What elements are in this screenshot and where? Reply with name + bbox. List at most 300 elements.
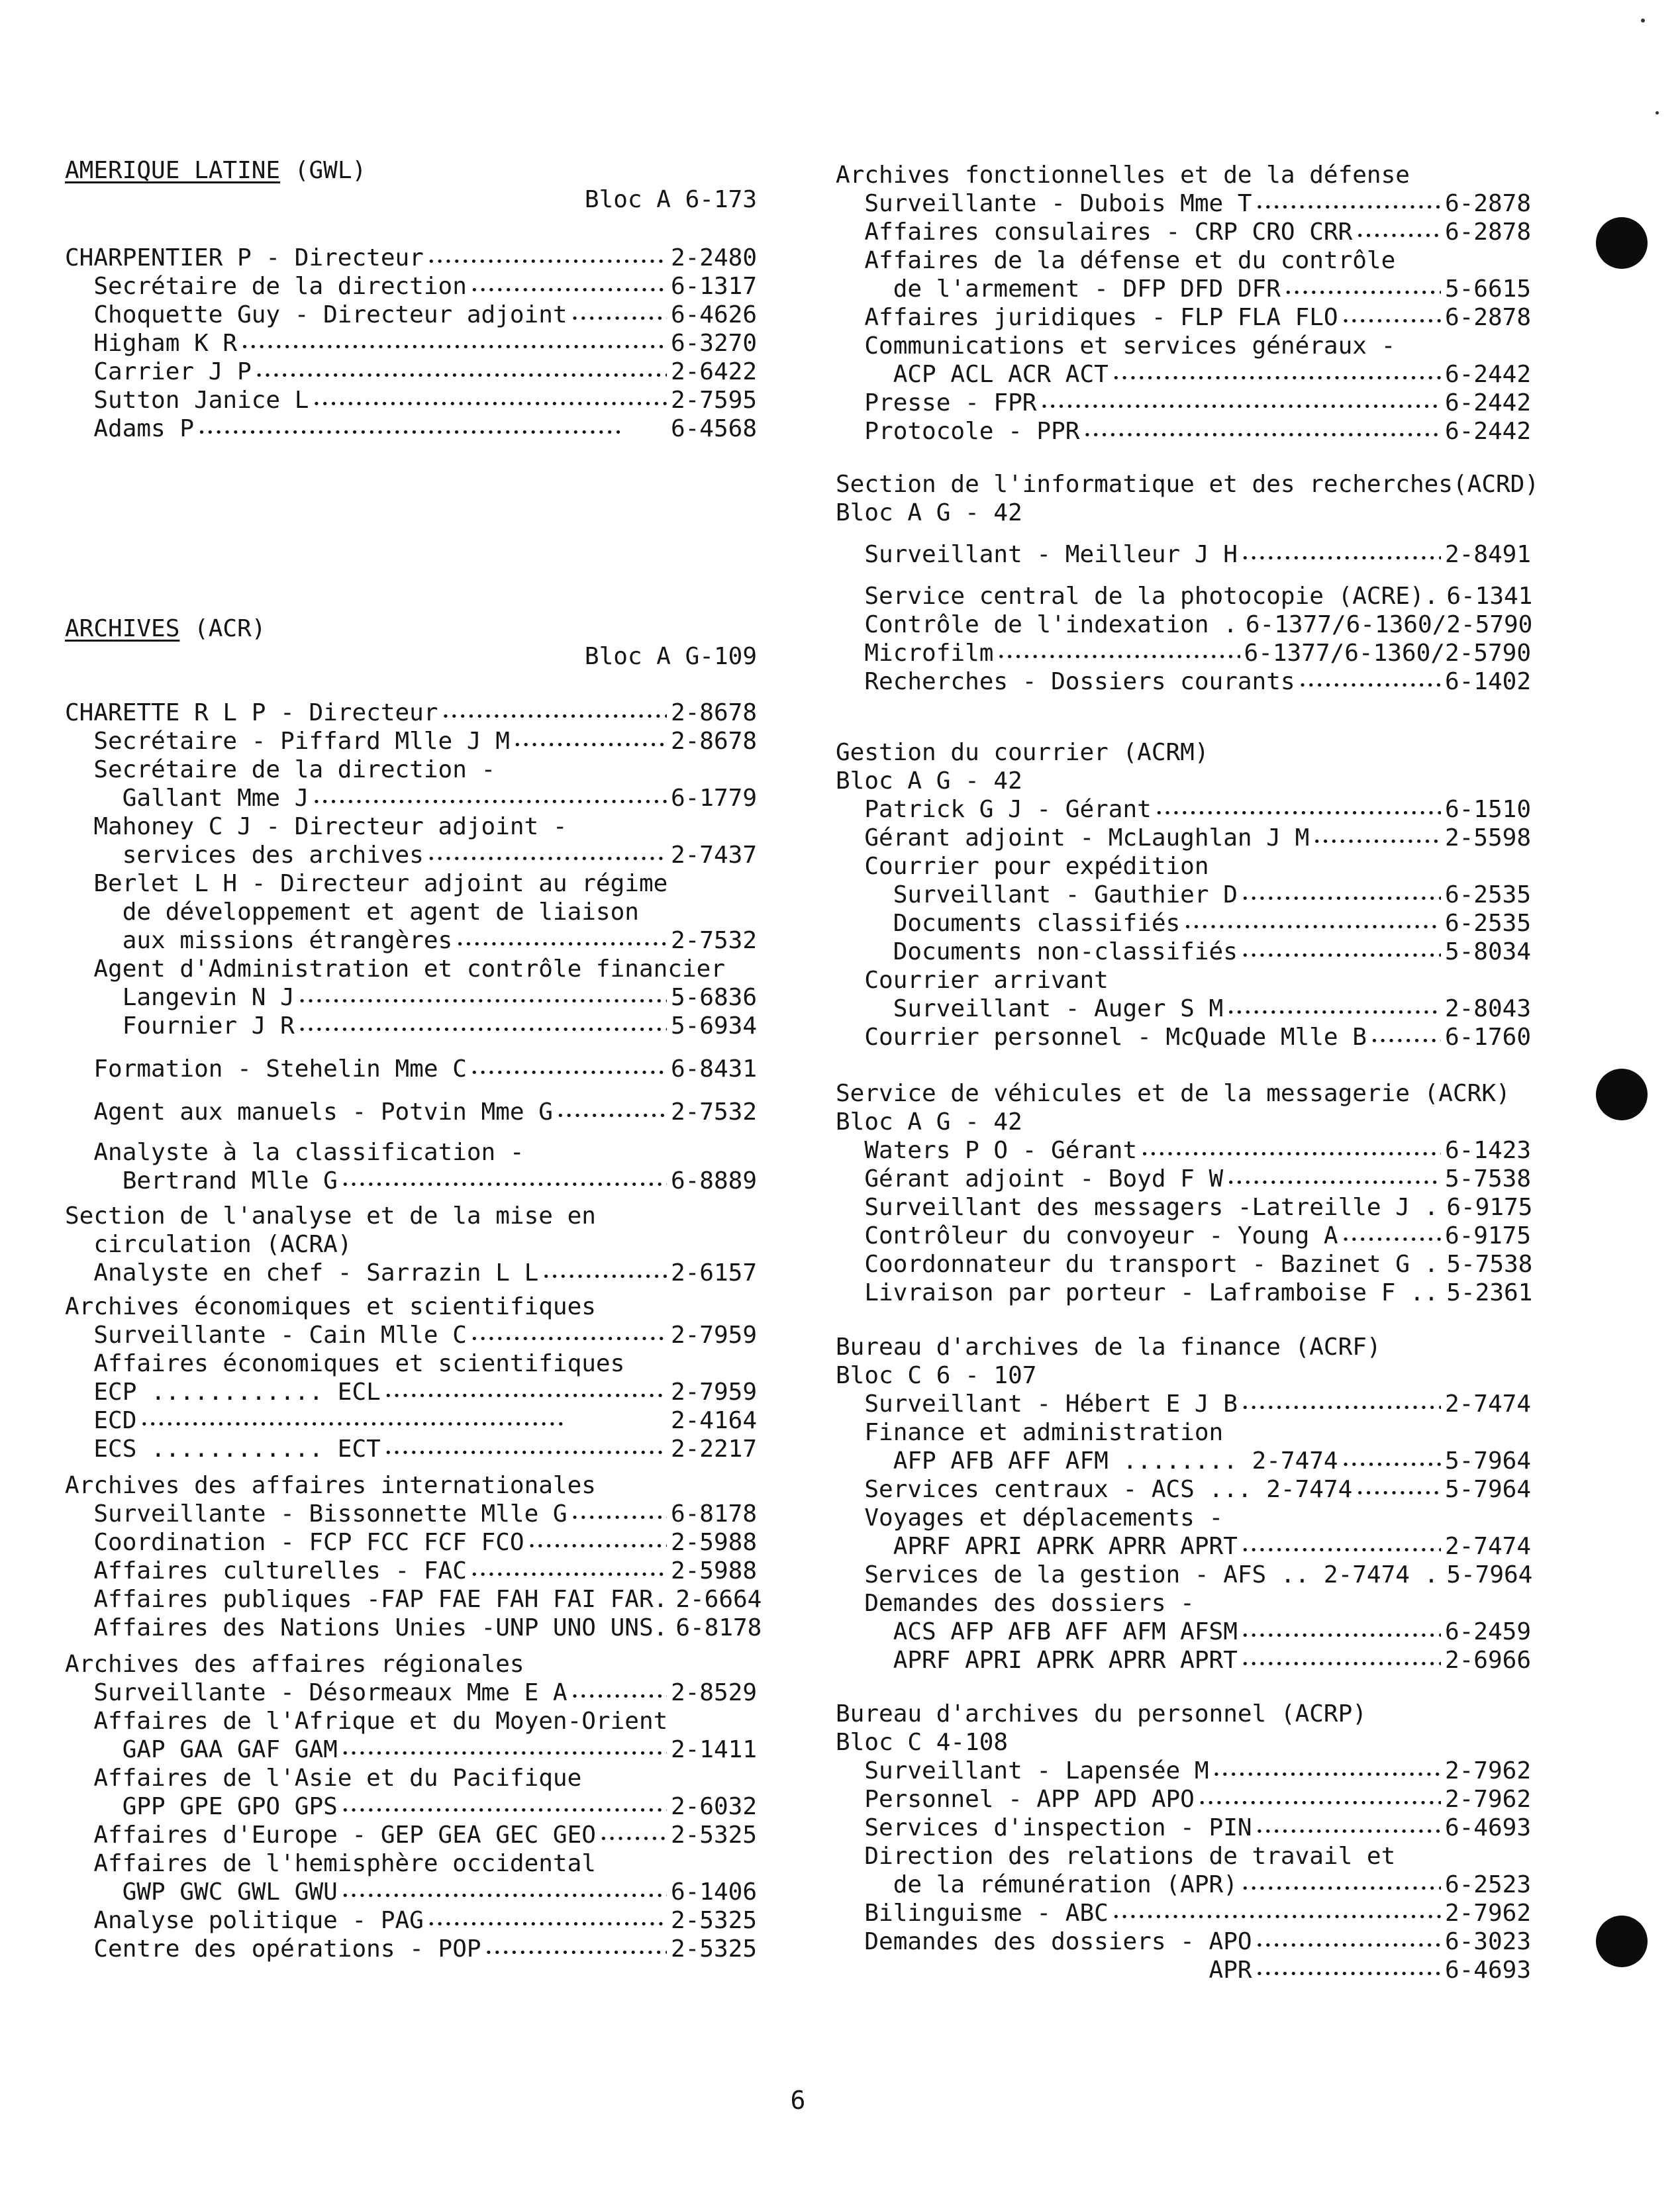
dot-leader bbox=[485, 1935, 667, 1968]
entry-label: Affaires juridiques - FLP FLA FLO bbox=[836, 304, 1338, 331]
heading-title: AMERIQUE LATINE bbox=[65, 157, 281, 184]
directory-line bbox=[65, 1259, 757, 1288]
directory-line bbox=[836, 540, 1531, 569]
phone-extension: 6-8889 bbox=[670, 1167, 757, 1194]
phone-extension: 2-7962 bbox=[1444, 1757, 1531, 1784]
entry-label: Recherches - Dossiers courants bbox=[836, 668, 1295, 695]
directory-line bbox=[65, 699, 757, 728]
directory-line bbox=[65, 1471, 757, 1500]
entry-label: Surveillant - Meilleur J H bbox=[836, 541, 1238, 568]
entry-label: Section de l'analyse et de la mise en bbox=[65, 1202, 596, 1230]
directory-line bbox=[65, 301, 757, 330]
entry-label: Fournier J R bbox=[65, 1012, 295, 1040]
phone-extension: 6-1317 bbox=[670, 273, 757, 300]
entry-label: Centre des opérations - POP bbox=[65, 1935, 481, 1963]
phone-extension: 5-2361 bbox=[1446, 1279, 1533, 1306]
phone-extension: 2-5988 bbox=[670, 1529, 757, 1556]
entry-label: Affaires de l'Afrique et du Moyen-Orient bbox=[65, 1708, 668, 1735]
entry-label: Affaires des Nations Unies -UNP UNO UNS. bbox=[65, 1614, 668, 1641]
phone-extension: 6-1760 bbox=[1444, 1024, 1531, 1051]
entry-label: de la rémunération (APR) bbox=[836, 1871, 1238, 1898]
directory-line bbox=[65, 755, 757, 785]
directory-line bbox=[65, 1098, 757, 1127]
phone-extension: 2-2480 bbox=[670, 244, 757, 271]
directory-line bbox=[836, 852, 1531, 881]
directory-line bbox=[836, 189, 1531, 219]
entry-label: Analyste en chef - Sarrazin L L bbox=[65, 1259, 539, 1287]
entry-label: Communications et services généraux - bbox=[836, 332, 1396, 360]
directory-line bbox=[836, 938, 1531, 967]
directory-line bbox=[836, 417, 1531, 446]
entry-label: Presse - FPR bbox=[836, 389, 1037, 416]
directory-line bbox=[65, 926, 757, 955]
phone-extension: 6-1377/6-1360/2-5790 bbox=[1245, 611, 1533, 638]
entry-label: CHARETTE R L P - Directeur bbox=[65, 699, 438, 726]
entry-label: Surveillant - Hébert E J B bbox=[836, 1390, 1238, 1418]
directory-line bbox=[836, 1532, 1531, 1561]
entry-label: services des archives bbox=[65, 842, 424, 869]
directory-line bbox=[65, 1878, 757, 1907]
entry-label: Services de la gestion - AFS .. 2-7474 . bbox=[836, 1561, 1439, 1588]
entry-label: Contrôleur du convoyeur - Young A bbox=[836, 1222, 1338, 1249]
directory-line bbox=[836, 667, 1531, 697]
entry-label: CHARPENTIER P - Directeur bbox=[65, 244, 424, 271]
phone-extension: 2-2217 bbox=[670, 1436, 757, 1463]
directory-line bbox=[836, 1785, 1531, 1814]
heading-code: (GWL) bbox=[294, 157, 367, 184]
entry-label: Archives économiques et scientifiques bbox=[65, 1293, 596, 1320]
phone-extension: 5-6836 bbox=[670, 984, 757, 1011]
directory-line bbox=[836, 246, 1531, 275]
phone-extension: 6-2442 bbox=[1444, 389, 1531, 416]
entry-label: Affaires consulaires - CRP CRO CRR bbox=[836, 219, 1353, 246]
entry-label: Coordonnateur du transport - Bazinet G . bbox=[836, 1251, 1439, 1278]
entry-label: Adams P bbox=[65, 415, 195, 442]
entry-label: GWP GWC GWL GWU bbox=[65, 1878, 338, 1906]
phone-extension: 2-7962 bbox=[1444, 1786, 1531, 1813]
entry-label: Analyse politique - PAG bbox=[65, 1907, 424, 1934]
phone-extension: 6-1423 bbox=[1444, 1137, 1531, 1164]
entry-label: ECD bbox=[65, 1407, 137, 1434]
entry-label: Bloc A G - 42 bbox=[836, 767, 1022, 795]
entry-label: Mahoney C J - Directeur adjoint - bbox=[65, 813, 568, 840]
phone-extension: 5-7538 bbox=[1446, 1251, 1533, 1278]
directory-line bbox=[836, 1927, 1531, 1957]
entry-label: Gérant adjoint - Boyd F W bbox=[836, 1165, 1224, 1193]
entry-label: Services d'inspection - PIN bbox=[836, 1814, 1252, 1841]
directory-line bbox=[836, 1361, 1531, 1390]
entry-label: Documents classifiés bbox=[836, 910, 1181, 937]
directory-line bbox=[836, 1136, 1531, 1165]
phone-extension: 6-3023 bbox=[1444, 1928, 1531, 1955]
phone-extension: 6-2878 bbox=[1444, 190, 1531, 217]
directory-line bbox=[65, 1792, 757, 1822]
entry-label: Courrier pour expédition bbox=[836, 853, 1209, 880]
entry-label: Bloc A G - 42 bbox=[836, 1108, 1022, 1136]
entry-label: Secrétaire - Piffard Mlle J M bbox=[65, 728, 510, 755]
entry-label: Personnel - APP APD APO bbox=[836, 1786, 1195, 1813]
phone-extension: 2-8491 bbox=[1444, 541, 1531, 568]
entry-label: Bilinguisme - ABC bbox=[836, 1900, 1109, 1927]
entry-label: Formation - Stehelin Mme C bbox=[65, 1055, 467, 1083]
phone-extension: 6-4693 bbox=[1444, 1814, 1531, 1841]
entry-label: Coordination - FCP FCC FCF FCO bbox=[65, 1529, 524, 1556]
entry-label: Services centraux - ACS ... 2-7474 bbox=[836, 1476, 1353, 1503]
directory-line bbox=[65, 1055, 757, 1084]
phone-extension: 2-7474 bbox=[1444, 1390, 1531, 1418]
entry-label: Bloc A G - 42 bbox=[836, 499, 1022, 526]
entry-label: Secrétaire de la direction bbox=[65, 273, 467, 300]
entry-label: APRF APRI APRK APRR APRT bbox=[836, 1533, 1238, 1560]
entry-label: Surveillant - Lapensée M bbox=[836, 1757, 1209, 1784]
directory-line bbox=[836, 824, 1531, 853]
phone-extension: 2-6032 bbox=[670, 1793, 757, 1820]
directory-line bbox=[65, 358, 757, 387]
directory-line bbox=[65, 414, 757, 444]
phone-extension: 2-7532 bbox=[670, 1098, 757, 1126]
entry-label: Analyste à la classification - bbox=[65, 1139, 524, 1166]
directory-line bbox=[65, 1585, 762, 1614]
directory-line bbox=[65, 727, 757, 756]
phone-extension: 2-5988 bbox=[670, 1557, 757, 1584]
phone-extension: 2-7474 bbox=[1444, 1533, 1531, 1560]
directory-line bbox=[836, 332, 1531, 361]
entry-label: Archives des affaires internationales bbox=[65, 1472, 596, 1499]
directory-line bbox=[65, 1321, 757, 1350]
entry-label: Bloc C 4-108 bbox=[836, 1729, 1009, 1756]
directory-line bbox=[65, 898, 757, 927]
dot-leader bbox=[1299, 667, 1441, 701]
dot-leader bbox=[1371, 1023, 1441, 1056]
directory-line bbox=[836, 1728, 1531, 1757]
directory-line bbox=[836, 1899, 1531, 1928]
directory-line bbox=[65, 1012, 757, 1041]
phone-extension: 6-4568 bbox=[670, 415, 757, 442]
entry-label: aux missions étrangères bbox=[65, 927, 453, 954]
entry-label: Affaires de l'hemisphère occidental bbox=[65, 1850, 596, 1877]
entry-label: Affaires publiques -FAP FAE FAH FAI FAR. bbox=[65, 1586, 668, 1613]
entry-label: Courrier arrivant bbox=[836, 967, 1109, 994]
directory-line bbox=[836, 1814, 1531, 1843]
phone-extension: 6-8431 bbox=[670, 1055, 757, 1083]
phone-extension: 5-7538 bbox=[1444, 1165, 1531, 1193]
entry-label: Archives des affaires régionales bbox=[65, 1651, 524, 1678]
directory-line bbox=[65, 1500, 757, 1529]
phone-extension: 6-4626 bbox=[670, 301, 757, 328]
entry-label: Surveillante - Cain Mlle C bbox=[65, 1322, 467, 1349]
dot-leader bbox=[471, 1055, 667, 1088]
phone-extension: 2-8678 bbox=[670, 728, 757, 755]
phone-extension: 6-3270 bbox=[670, 330, 757, 357]
heading-title: ARCHIVES bbox=[65, 615, 180, 642]
phone-extension: 2-8043 bbox=[1444, 995, 1531, 1022]
entry-label: Bloc C 6 - 107 bbox=[836, 1362, 1037, 1389]
phone-extension: 6-1341 bbox=[1446, 583, 1533, 610]
phone-extension: 6-4693 bbox=[1444, 1957, 1531, 1984]
entry-label: Affaires culturelles - FAC bbox=[65, 1557, 467, 1584]
directory-line bbox=[65, 1935, 757, 1964]
directory-line bbox=[65, 869, 757, 899]
directory-line bbox=[836, 499, 1531, 528]
entry-label: Service de véhicules et de la messagerie (ACRK) bbox=[836, 1080, 1510, 1107]
phone-extension: 2-6422 bbox=[670, 358, 757, 385]
phone-extension: 6-9175 bbox=[1446, 1194, 1533, 1221]
phone-extension: 2-5325 bbox=[670, 1907, 757, 1934]
directory-line bbox=[836, 1447, 1531, 1476]
directory-line bbox=[836, 1475, 1531, 1504]
phone-extension: 2-7532 bbox=[670, 927, 757, 954]
dot-leader bbox=[542, 1259, 667, 1292]
entry-label: Higham K R bbox=[65, 330, 238, 357]
entry-label: Carrier J P bbox=[65, 358, 252, 385]
dot-leader bbox=[299, 1012, 667, 1045]
directory-line bbox=[65, 1292, 757, 1322]
entry-label: Section de l'informatique et des recherches(ACRD) bbox=[836, 471, 1540, 498]
entry-label: Bureau d'archives du personnel (ACRP) bbox=[836, 1700, 1367, 1728]
directory-line bbox=[836, 610, 1531, 640]
directory-line bbox=[836, 1871, 1531, 1900]
phone-extension: 6-2535 bbox=[1444, 910, 1531, 937]
directory-line bbox=[836, 275, 1531, 304]
phone-extension: 2-8678 bbox=[670, 699, 757, 726]
entry-label: ECS ............ ECT bbox=[65, 1436, 381, 1463]
directory-line bbox=[836, 1589, 1531, 1618]
entry-label: Agent d'Administration et contrôle financier bbox=[65, 955, 725, 983]
directory-line bbox=[65, 1679, 757, 1708]
dot-leader bbox=[342, 1167, 667, 1200]
phone-extension: 2-6157 bbox=[670, 1259, 757, 1287]
directory-line bbox=[65, 1650, 757, 1679]
directory-line bbox=[836, 1418, 1531, 1447]
entry-label: Surveillante - Bissonnette Mlle G bbox=[65, 1500, 568, 1528]
entry-label: Bureau d'archives de la finance (ACRF) bbox=[836, 1334, 1381, 1361]
phone-extension: 2-1411 bbox=[670, 1736, 757, 1763]
directory-line bbox=[65, 1735, 757, 1765]
phone-extension: 6-2442 bbox=[1444, 361, 1531, 388]
directory-line bbox=[65, 329, 757, 358]
entry-label: Documents non-classifiés bbox=[836, 938, 1238, 965]
directory-line bbox=[65, 1202, 757, 1231]
entry-label: GAP GAA GAF GAM bbox=[65, 1736, 338, 1763]
phone-extension: 2-7959 bbox=[670, 1322, 757, 1349]
entry-label: Affaires de l'Asie et du Pacifique bbox=[65, 1765, 582, 1792]
phone-extension: 6-2878 bbox=[1444, 304, 1531, 331]
directory-line bbox=[65, 841, 757, 870]
entry-label: Microfilm bbox=[836, 640, 994, 667]
phone-extension: 6-1402 bbox=[1444, 668, 1531, 695]
entry-label: APRF APRI APRK APRR APRT bbox=[836, 1647, 1238, 1674]
entry-label: Finance et administration bbox=[836, 1419, 1224, 1446]
directory-line bbox=[836, 966, 1531, 995]
directory-line bbox=[836, 995, 1531, 1024]
phone-extension: 5-7964 bbox=[1444, 1447, 1531, 1475]
dot-leader bbox=[1083, 417, 1440, 450]
entry-label: ECP ............ ECL bbox=[65, 1379, 381, 1406]
phone-extension: 6-9175 bbox=[1444, 1222, 1531, 1249]
entry-label: Affaires économiques et scientifiques bbox=[65, 1350, 625, 1377]
entry-label: Direction des relations de travail et bbox=[836, 1843, 1396, 1870]
directory-line bbox=[65, 1764, 757, 1793]
entry-label: Service central de la photocopie (ACRE). bbox=[836, 583, 1439, 610]
directory-line bbox=[65, 1849, 757, 1878]
entry-label: Agent aux manuels - Potvin Mme G bbox=[65, 1098, 553, 1126]
phone-extension: 6-2442 bbox=[1444, 418, 1531, 445]
directory-line bbox=[836, 1390, 1531, 1419]
phone-extension: 5-6934 bbox=[670, 1012, 757, 1040]
directory-line bbox=[65, 784, 757, 813]
phone-extension: 2-6664 bbox=[675, 1586, 762, 1613]
entry-label: ACP ACL ACR ACT bbox=[836, 361, 1109, 388]
scan-speck bbox=[1641, 19, 1645, 23]
phone-extension: 6-2459 bbox=[1444, 1618, 1531, 1645]
directory-line bbox=[65, 1435, 757, 1464]
entry-label: Patrick G J - Gérant bbox=[836, 796, 1152, 823]
entry-label: Secrétaire de la direction - bbox=[65, 756, 496, 783]
entry-label: Voyages et déplacements - bbox=[836, 1504, 1224, 1532]
directory-line bbox=[65, 1378, 757, 1407]
entry-label: Surveillante - Dubois Mme T bbox=[836, 190, 1252, 217]
phone-extension: 2-6966 bbox=[1444, 1647, 1531, 1674]
dot-leader bbox=[198, 414, 667, 448]
phone-extension: 6-8178 bbox=[670, 1500, 757, 1528]
directory-line bbox=[836, 1023, 1531, 1052]
directory-line bbox=[836, 738, 1531, 767]
entry-label: Demandes des dossiers - bbox=[836, 1590, 1195, 1617]
dot-leader bbox=[1242, 1646, 1441, 1679]
phone-extension: 2-5598 bbox=[1444, 824, 1531, 852]
directory-line bbox=[836, 1956, 1531, 1985]
entry-label: Protocole - PPR bbox=[836, 418, 1080, 445]
entry-label: Contrôle de l'indexation . bbox=[836, 611, 1238, 638]
directory-line bbox=[836, 795, 1531, 824]
phone-extension: 6-1377/6-1360/2-5790 bbox=[1244, 640, 1531, 667]
bloc-location: Bloc A 6-173 bbox=[584, 186, 757, 213]
directory-line bbox=[65, 386, 757, 415]
section-heading-amerique-latine bbox=[65, 156, 757, 185]
phone-extension: 6-2535 bbox=[1444, 881, 1531, 908]
directory-line bbox=[836, 582, 1531, 611]
entry-label: Courrier personnel - McQuade Mlle B bbox=[836, 1024, 1367, 1051]
phone-extension: 2-4164 bbox=[670, 1407, 757, 1434]
entry-label: Surveillant - Auger S M bbox=[836, 995, 1224, 1022]
phone-extension: 5-7964 bbox=[1444, 1476, 1531, 1503]
directory-line bbox=[836, 1842, 1531, 1871]
directory-line bbox=[836, 1079, 1531, 1108]
entry-label: Affaires de la défense et du contrôle bbox=[836, 247, 1396, 274]
binder-hole bbox=[1596, 217, 1648, 269]
directory-line bbox=[836, 1333, 1531, 1362]
directory-line bbox=[836, 389, 1531, 418]
directory-line bbox=[65, 1557, 757, 1586]
directory-line bbox=[836, 161, 1531, 190]
directory-line bbox=[65, 1138, 757, 1167]
entry-label: de l'armement - DFP DFD DFR bbox=[836, 275, 1281, 303]
directory-line bbox=[836, 1108, 1531, 1137]
directory-line bbox=[836, 909, 1531, 938]
entry-label: Berlet L H - Directeur adjoint au régime bbox=[65, 870, 668, 897]
section-heading-archives bbox=[65, 614, 757, 644]
entry-label: Livraison par porteur - Laframboise F .. bbox=[836, 1279, 1439, 1306]
directory-line bbox=[65, 244, 757, 273]
directory-line bbox=[65, 955, 757, 984]
directory-line bbox=[65, 1528, 757, 1557]
entry-label: AFP AFB AFF AFM ........ 2-7474 bbox=[836, 1447, 1338, 1475]
directory-line bbox=[836, 1193, 1531, 1222]
directory-line bbox=[836, 1504, 1531, 1533]
entry-label: Gérant adjoint - McLaughlan J M bbox=[836, 824, 1310, 852]
entry-label: Surveillant - Gauthier D bbox=[836, 881, 1238, 908]
directory-line bbox=[836, 1700, 1531, 1729]
entry-label: Surveillante - Désormeaux Mme E A bbox=[65, 1679, 568, 1706]
directory-line bbox=[836, 1561, 1531, 1590]
directory-line bbox=[836, 360, 1531, 389]
phone-extension: 2-5325 bbox=[670, 1822, 757, 1849]
dot-leader bbox=[1242, 540, 1441, 573]
entry-label: Archives fonctionnelles et de la défense bbox=[836, 162, 1410, 189]
binder-hole bbox=[1596, 1069, 1648, 1120]
directory-line bbox=[836, 1165, 1531, 1194]
directory-line bbox=[836, 303, 1531, 332]
directory-line bbox=[65, 1167, 757, 1196]
page-number: 6 bbox=[790, 2086, 806, 2115]
directory-line bbox=[836, 1757, 1531, 1786]
directory-line bbox=[836, 218, 1531, 247]
entry-label: Sutton Janice L bbox=[65, 387, 309, 414]
entry-label: Choquette Guy - Directeur adjoint bbox=[65, 301, 568, 328]
phone-extension: 5-6615 bbox=[1444, 275, 1531, 303]
directory-line bbox=[65, 983, 757, 1012]
dot-leader bbox=[385, 1435, 667, 1468]
phone-extension: 6-1406 bbox=[670, 1878, 757, 1906]
entry-label: Langevin N J bbox=[65, 984, 295, 1011]
entry-label: Demandes des dossiers - APO bbox=[836, 1928, 1252, 1955]
entry-label: de développement et agent de liaison bbox=[65, 899, 639, 926]
directory-line bbox=[836, 767, 1531, 796]
entry-label: Gestion du courrier (ACRM) bbox=[836, 739, 1209, 766]
directory-line bbox=[65, 1349, 757, 1379]
phone-extension: 2-8529 bbox=[670, 1679, 757, 1706]
binder-hole bbox=[1596, 1916, 1648, 1967]
phone-extension: 6-1510 bbox=[1444, 796, 1531, 823]
heading-code: (ACR) bbox=[194, 615, 266, 642]
phone-extension: 6-2523 bbox=[1444, 1871, 1531, 1898]
entry-label: Waters P O - Gérant bbox=[836, 1137, 1138, 1164]
phone-extension: 2-7437 bbox=[670, 842, 757, 869]
scan-speck bbox=[1655, 111, 1659, 115]
phone-extension: 2-7959 bbox=[670, 1379, 757, 1406]
directory-line bbox=[65, 812, 757, 842]
entry-label: Affaires d'Europe - GEP GEA GEC GEO bbox=[65, 1822, 596, 1849]
directory-line bbox=[836, 1250, 1531, 1279]
phone-extension: 6-8178 bbox=[675, 1614, 762, 1641]
phone-extension: 6-1779 bbox=[670, 785, 757, 812]
directory-line bbox=[65, 272, 757, 301]
directory-line bbox=[65, 1906, 757, 1935]
phone-extension: 6-2878 bbox=[1444, 219, 1531, 246]
entry-label: Bertrand Mlle G bbox=[65, 1167, 338, 1194]
entry-label: GPP GPE GPO GPS bbox=[65, 1793, 338, 1820]
phone-extension: 2-7962 bbox=[1444, 1900, 1531, 1927]
dot-leader bbox=[557, 1098, 667, 1131]
bloc-location: Bloc A G-109 bbox=[584, 643, 757, 670]
directory-line bbox=[836, 639, 1531, 668]
directory-line bbox=[65, 1230, 757, 1259]
phone-extension: 5-8034 bbox=[1444, 938, 1531, 965]
dot-leader bbox=[1256, 1956, 1441, 1989]
directory-line bbox=[836, 470, 1540, 499]
directory-line bbox=[836, 1222, 1531, 1251]
entry-label: Gallant Mme J bbox=[65, 785, 309, 812]
